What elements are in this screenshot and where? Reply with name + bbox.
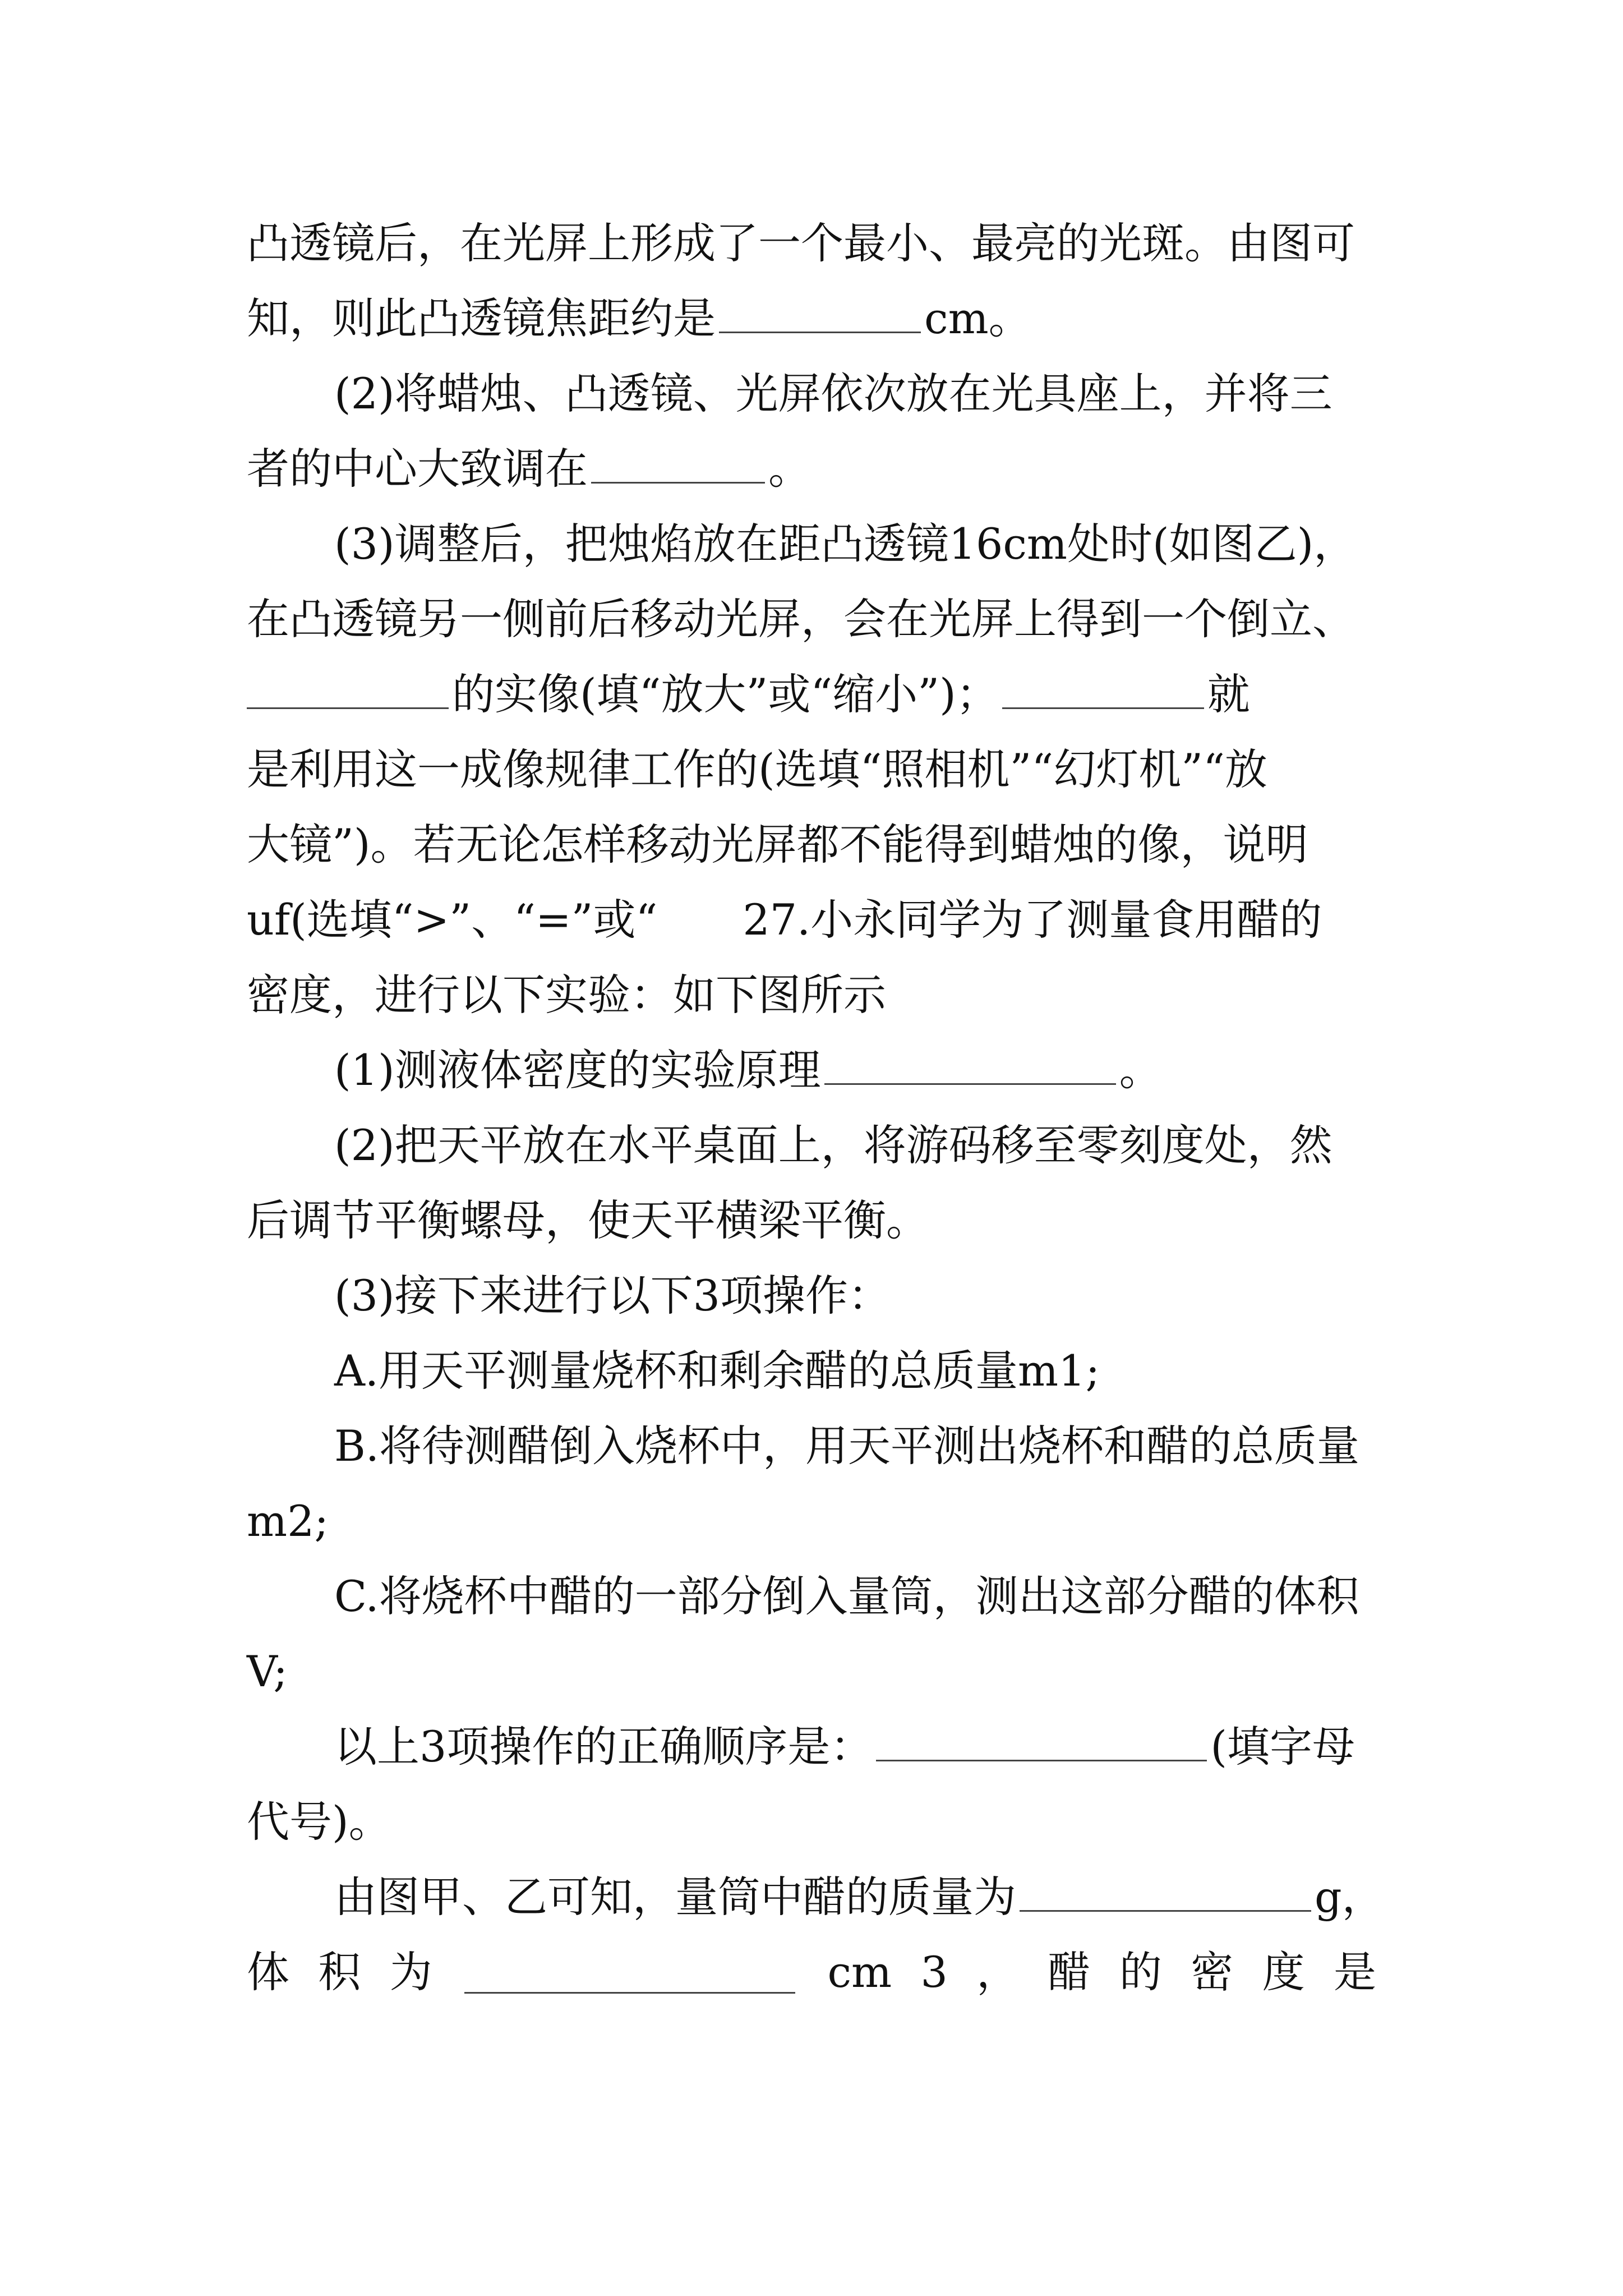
- line-text: 为: [389, 1947, 432, 1997]
- line-text: 密度，进行以下实验：如下图所示: [247, 970, 886, 1020]
- line-text: B.将待测醋倒入烧杯中，用天平测出烧杯和醋的总质量: [334, 1421, 1360, 1471]
- answer-blank[interactable]: [1020, 1870, 1311, 1912]
- text-line: [334, 1037, 1376, 1104]
- answer-blank[interactable]: [1002, 667, 1204, 709]
- text-line: [334, 510, 1376, 578]
- line-text: 是: [1333, 1947, 1376, 1997]
- line-text: C.将烧杯中醋的一部分倒入量筒，测出这部分醋的体积: [334, 1571, 1359, 1621]
- line-text: 知，则此凸透镜焦距约是: [247, 293, 716, 343]
- line-text: 在凸透镜另一侧前后移动光屏，会在光屏上得到一个倒立、: [247, 594, 1355, 644]
- line-text: 是利用这一成像规律工作的(选填“照相机”“幻灯机”“放: [247, 744, 1267, 794]
- line-text: (1)测液体密度的实验原理: [334, 1045, 821, 1095]
- text-line: [247, 285, 1376, 352]
- text-line: [247, 586, 1376, 653]
- answer-blank[interactable]: [591, 441, 765, 484]
- line-text: 就: [1207, 669, 1250, 719]
- line-text: ，: [976, 1947, 1020, 1997]
- text-line: [334, 360, 1376, 427]
- answer-blank[interactable]: [464, 1951, 795, 1993]
- line-text: 由图甲、乙可知，量筒中醋的质量为: [334, 1872, 1016, 1922]
- line-text: 体: [247, 1947, 289, 1997]
- line-text: cm。: [924, 293, 1031, 343]
- line-text: m2;: [247, 1496, 329, 1546]
- line-text: 凸透镜后，在光屏上形成了一个最小、最亮的光斑。由图可: [247, 218, 1355, 268]
- text-line: [247, 736, 1376, 803]
- line-text: 的实像(填“放大”或“缩小”)；: [452, 669, 999, 719]
- line-text: uf(选填“>”、“=”或“ 27.小永同学为了测量食用醋的: [247, 895, 1322, 945]
- text-line: [334, 1563, 1376, 1630]
- text-line: [247, 1788, 1376, 1856]
- line-text: 醋: [1048, 1947, 1091, 1997]
- text-line: [247, 1488, 1376, 1555]
- text-line: [247, 210, 1376, 277]
- line-text: 积: [318, 1947, 361, 1997]
- text-line: [247, 811, 1376, 878]
- text-line: [334, 1112, 1376, 1179]
- text-line: [334, 1337, 1376, 1405]
- line-text: 的: [1119, 1947, 1162, 1997]
- text-line: [247, 961, 1376, 1029]
- answer-blank[interactable]: [876, 1719, 1207, 1761]
- text-line: [334, 1864, 1385, 1931]
- text-line: [247, 1638, 1376, 1705]
- line-text: 密: [1191, 1947, 1234, 1997]
- text-line: [334, 1262, 1376, 1329]
- text-line: [247, 1187, 1376, 1254]
- line-text: 3: [920, 1947, 948, 1997]
- text-line: [247, 435, 1376, 503]
- text-line: [247, 886, 1376, 954]
- text-line: [247, 1939, 1376, 2006]
- line-text: cm: [827, 1947, 892, 1997]
- answer-blank[interactable]: [719, 291, 921, 333]
- text-line: [247, 661, 1376, 728]
- line-text: 以上3项操作的正确顺序是：: [334, 1722, 873, 1772]
- line-text: (填字母: [1210, 1722, 1355, 1772]
- line-text: (2)把天平放在水平桌面上，将游码移至零刻度处，然: [334, 1120, 1332, 1170]
- line-text: V;: [247, 1646, 288, 1696]
- answer-blank[interactable]: [247, 667, 449, 709]
- line-text: 度: [1262, 1947, 1305, 1997]
- line-text: 代号)。: [247, 1797, 391, 1847]
- line-text: 。: [768, 444, 811, 494]
- line-text: (3)接下来进行以下3项操作：: [334, 1271, 891, 1320]
- line-text: 后调节平衡螺母，使天平横梁平衡。: [247, 1195, 929, 1245]
- text-line: [334, 1713, 1376, 1780]
- line-text: A.用天平测量烧杯和剩余醋的总质量m1;: [334, 1346, 1100, 1396]
- answer-blank[interactable]: [824, 1043, 1116, 1085]
- line-text: 。: [1119, 1045, 1162, 1095]
- text-line: [334, 1412, 1376, 1480]
- line-text: 大镜”)。若无论怎样移动光屏都不能得到蜡烛的像，说明: [247, 820, 1308, 869]
- line-text: (2)将蜡烛、凸透镜、光屏依次放在光具座上，并将三: [334, 369, 1332, 418]
- line-text: 者的中心大致调在: [247, 444, 588, 494]
- line-text: g，: [1315, 1872, 1385, 1922]
- line-text: (3)调整后，把烛焰放在距凸透镜16cm处时(如图乙)，: [334, 519, 1357, 569]
